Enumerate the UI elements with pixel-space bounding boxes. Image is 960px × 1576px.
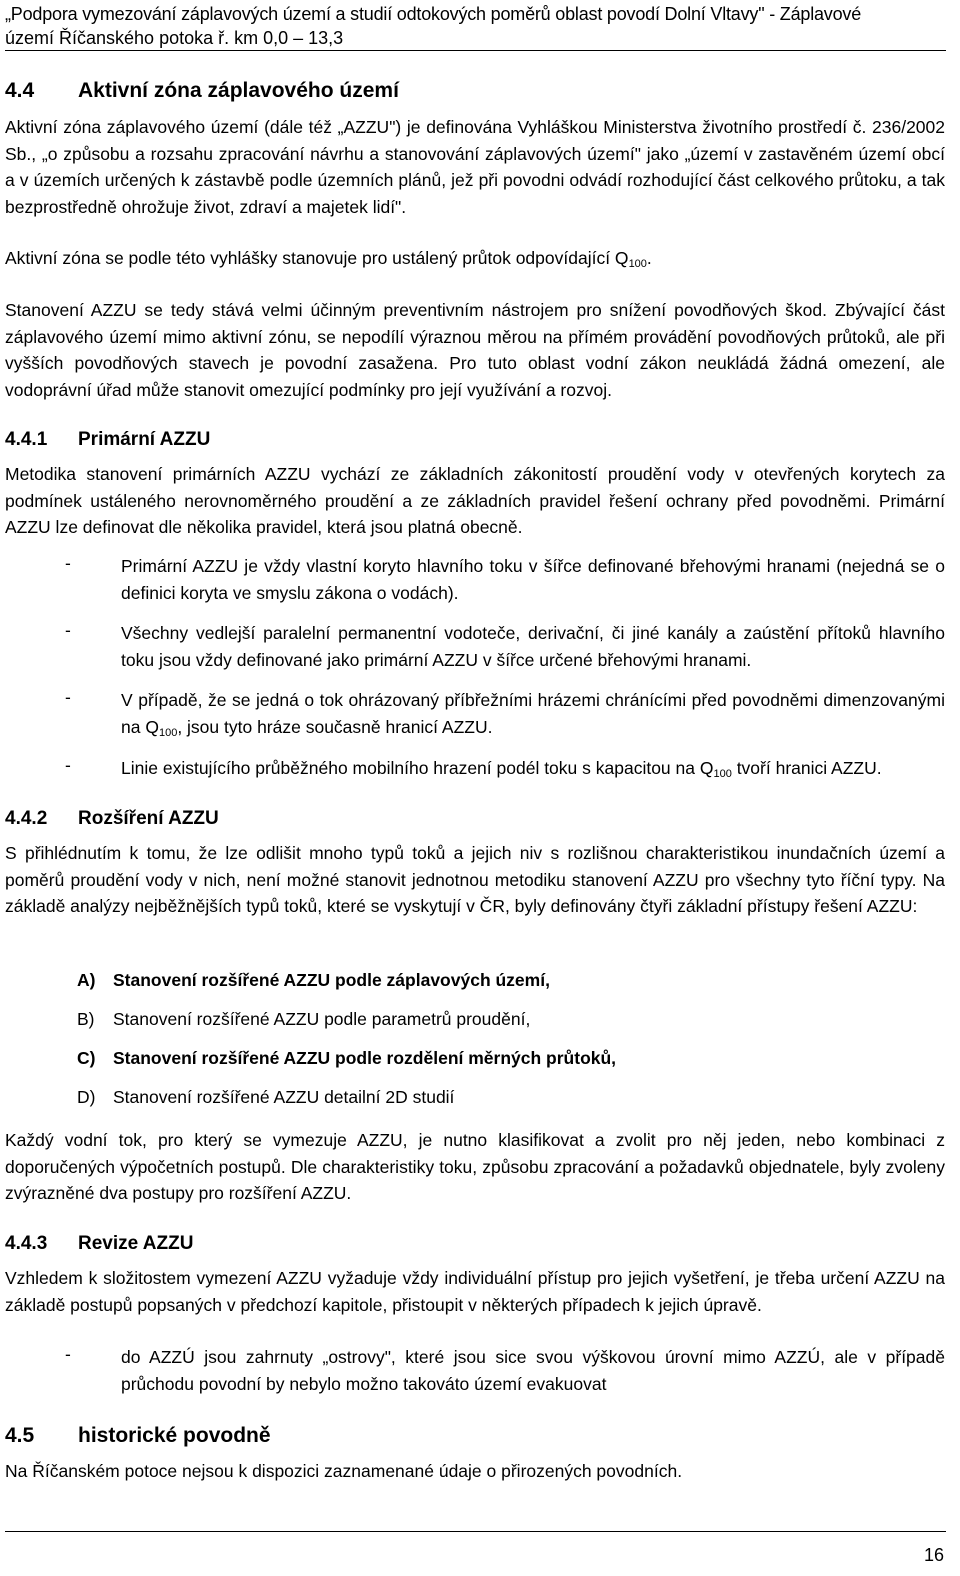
paragraph-text-end: . bbox=[646, 248, 652, 268]
paragraph-text: S přihlédnutím k tomu, že lze odlišit mnoho typů toků a jejich niv s rozlišnou charakteristikou inundačních území a poměrů proudění vody v nich, není možné stanovit jednotnou metodiku stanovení AZZU pro všechny tyto říční typy. Na základě analýzy nejběžnějších typů toků, které se vyskytují v ČR, byly definovány čtyři základní přístupy řešení AZZU: bbox=[5, 843, 945, 916]
list-item-text: do AZZÚ jsou zahrnuty „ostrovy", které jsou sice svou výškovou úrovní mimo AZZÚ, ale v případě průchodu povodní by nebylo možno takováto území evakuovat bbox=[121, 1347, 945, 1394]
paragraph-text: Aktivní zóna záplavového území (dále též „AZZU") je definována Vyhláškou Ministerstva životního prostředí č. 236/2002 Sb., „o způsobu a rozsahu zpracování návrhu a stanovování záplavových území" jako „území v zastavěném území obcí a v územích určených k zástavbě podle územních plánů, jež při povodni odvádí rozhodující část celkového průtoku, a tak bezprostředně ohrožuje život, zdraví a majetek lidí". bbox=[5, 117, 945, 217]
heading-4-5 bbox=[5, 1423, 945, 1449]
running-header bbox=[5, 2, 945, 50]
page-number: 16 bbox=[923, 1545, 944, 1565]
list-item-text: Všechny vedlejší paralelní permanentní vodoteče, derivační, či jiné kanály a zaústění přítoků hlavního toku jsou vždy definované jako primární AZZU v šířce určené břehovými hranami. bbox=[121, 623, 945, 670]
paragraph-text: Každý vodní tok, pro který se vymezuje AZZU, je nutno klasifikovat a zvolit pro něj jeden, nebo kombinaci z doporučených výpočetních postupů. Dle charakteristiky toku, způsobu zpracování a požadavků objednatele, byly zvoleny zvýrazněné dva postupy pro rozšíření AZZU. bbox=[5, 1130, 945, 1203]
paragraph-revision bbox=[5, 1265, 945, 1318]
bullet-dash: - bbox=[65, 620, 71, 640]
paragraph-azzu-definition bbox=[5, 114, 945, 220]
list-item-text: Stanovení rozšířené AZZU podle rozdělení měrných průtoků, bbox=[113, 1048, 617, 1068]
list-item-text-end: tvoří hranici AZZU. bbox=[731, 758, 882, 778]
list-item bbox=[5, 1344, 945, 1397]
list-item-text: Linie existujícího průběžného mobilního hrazení podél toku s kapacitou na Q bbox=[121, 758, 714, 778]
bullet-dash: - bbox=[65, 1344, 71, 1364]
list-item bbox=[5, 755, 945, 788]
list-item-text: Stanovení rozšířené AZZU detailní 2D studií bbox=[113, 1087, 455, 1107]
heading-title: Rozšíření AZZU bbox=[78, 808, 219, 829]
list-item-label: C) bbox=[77, 1048, 96, 1068]
list-item-label: B) bbox=[77, 1009, 95, 1029]
list-item bbox=[5, 553, 945, 606]
subscript: 100 bbox=[713, 768, 732, 780]
list-item bbox=[5, 1048, 945, 1069]
paragraph-azzu-prevention bbox=[5, 297, 945, 403]
heading-title: historické povodně bbox=[78, 1424, 271, 1447]
header-title-line1: „Podpora vymezování záplavových území a studií odtokových poměrů oblast povodí Dolní Vltavy" - Záplavové bbox=[5, 4, 862, 24]
heading-4-4 bbox=[5, 78, 945, 104]
heading-number: 4.4.3 bbox=[5, 1233, 48, 1254]
bullet-dash: - bbox=[65, 553, 71, 573]
heading-4-4-2 bbox=[5, 807, 945, 831]
heading-title: Primární AZZU bbox=[78, 429, 211, 450]
list-item-label: D) bbox=[77, 1087, 96, 1107]
list-item-text-end: , jsou tyto hráze současně hranicí AZZU. bbox=[177, 716, 493, 737]
paragraph-historical-floods bbox=[5, 1458, 945, 1485]
list-item-label: A) bbox=[77, 970, 96, 990]
heading-4-4-3 bbox=[5, 1232, 945, 1256]
paragraph-text: Metodika stanovení primárních AZZU vychází ze základních zákonitostí proudění vody v otevřených korytech za podmínek ustáleného nerovnoměrného proudění a ze základních pravidel řešení ochrany před povodněmi. Primární AZZU lze definovat dle několika pravidel, která jsou platná obecně. bbox=[5, 464, 945, 537]
bullet-dash: - bbox=[65, 755, 71, 775]
paragraph-text: Aktivní zóna se podle této vyhlášky stanovuje pro ustálený průtok odpovídající Q bbox=[5, 248, 629, 268]
heading-number: 4.5 bbox=[5, 1424, 35, 1447]
subscript: 100 bbox=[628, 258, 647, 270]
list-item-text: Stanovení rozšířené AZZU podle parametrů proudění, bbox=[113, 1009, 531, 1029]
footer-rule bbox=[5, 1531, 946, 1532]
bullet-dash: - bbox=[65, 687, 71, 707]
list-item-text: V případě, že se jedná o tok ohrázovaný příbřežními hrázemi chránícími před povodněmi dimenzovanými na Q bbox=[121, 690, 945, 737]
heading-title: Revize AZZU bbox=[78, 1233, 194, 1254]
heading-number: 4.4.1 bbox=[5, 429, 48, 450]
list-item-text: Primární AZZU je vždy vlastní koryto hlavního toku v šířce definované břehovými hranami (nejedná se o definici koryta ve smyslu zákona o vodách). bbox=[121, 556, 945, 603]
paragraph-text: Na Říčanském potoce nejsou k dispozici zaznamenané údaje o přirozených povodních. bbox=[5, 1461, 683, 1481]
heading-number: 4.4 bbox=[5, 79, 35, 102]
list-item bbox=[5, 970, 945, 991]
list-item bbox=[5, 1009, 945, 1030]
heading-number: 4.4.2 bbox=[5, 808, 48, 829]
subscript: 100 bbox=[158, 726, 178, 739]
paragraph-classification bbox=[5, 1127, 945, 1207]
header-title-line2: území Říčanského potoka ř. km 0,0 – 13,3 bbox=[5, 28, 344, 48]
list-item bbox=[5, 620, 945, 673]
list-item bbox=[5, 687, 945, 746]
paragraph-azzu-extension bbox=[5, 840, 945, 920]
list-item bbox=[5, 1087, 945, 1108]
paragraph-q100 bbox=[5, 245, 945, 278]
list-item-text: Stanovení rozšířené AZZU podle záplavových území, bbox=[113, 970, 550, 990]
paragraph-text: Vzhledem k složitostem vymezení AZZU vyžaduje vždy individuální přístup pro jejich vyšetření, je třeba určení AZZU na základě postupů popsaných v předchozí kapitole, přistoupit v některých případech k jejich úpravě. bbox=[5, 1268, 945, 1315]
heading-4-4-1 bbox=[5, 428, 945, 452]
header-rule bbox=[5, 50, 946, 51]
paragraph-primary-azzu bbox=[5, 461, 945, 541]
heading-title: Aktivní zóna záplavového území bbox=[78, 79, 399, 102]
paragraph-text: Stanovení AZZU se tedy stává velmi účinným preventivním nástrojem pro snížení povodňových škod. Zbývající část záplavového území mimo aktivní zónu, se nepodílí výraznou měrou na přímém provádění povodňových průtoků, ale při vyšších povodňových stavech je povodní zasažena. Pro tuto oblast vodní zákon neukládá žádná omezení, ale vodoprávní úřad může stanovit omezující podmínky pro její využívání a rozvoj. bbox=[5, 300, 945, 400]
